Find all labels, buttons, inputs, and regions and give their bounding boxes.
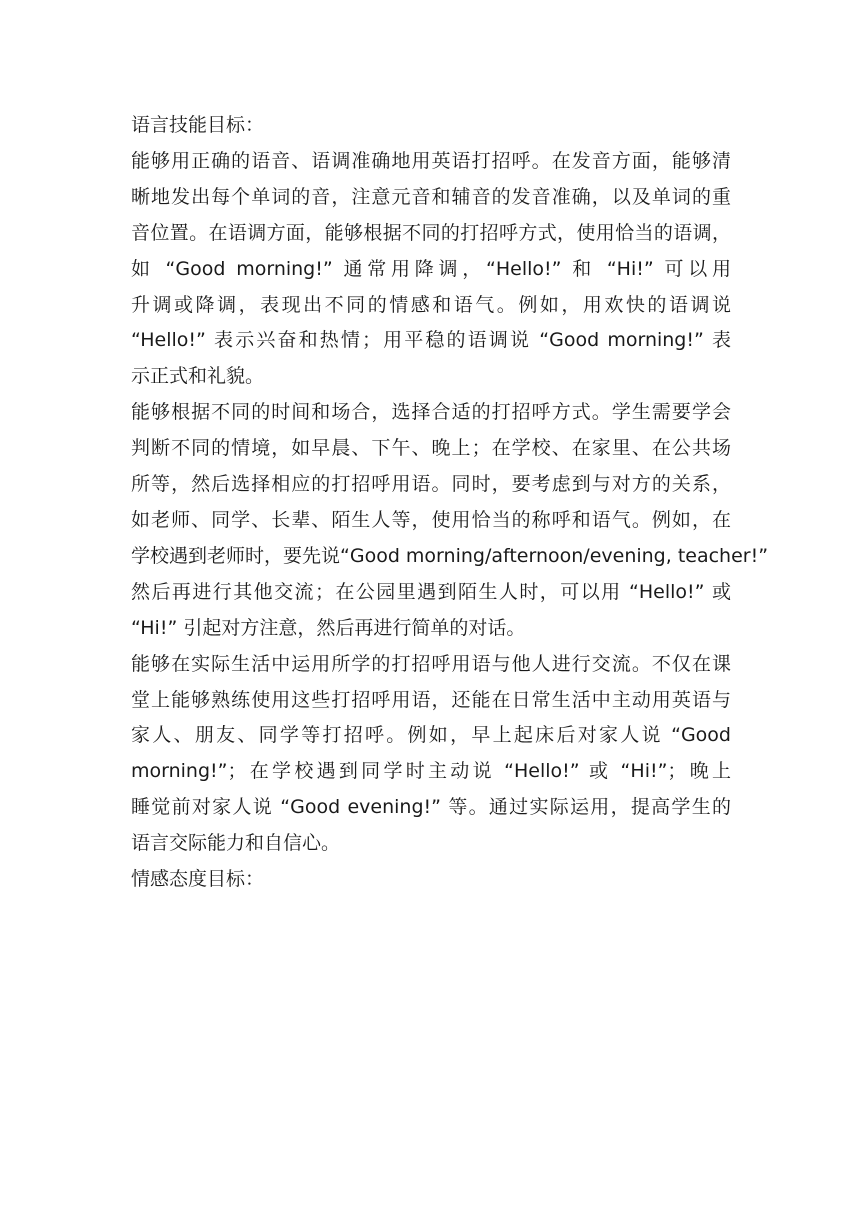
text-line: 示正式和礼貌。 [131, 365, 265, 388]
text-line: 然后再进行其他交流；在公园里遇到陌生人时，可以用 “Hello!” 或 [131, 580, 731, 603]
section-heading: 语言技能目标： [131, 114, 265, 136]
text-line: 家人、朋友、同学等打招呼。例如，早上起床后对家人说 “Good [131, 724, 731, 747]
document-page [131, 108, 769, 898]
text-line: “Hello!” 表示兴奋和热情；用平稳的语调说 “Good morning!” 表 [131, 329, 731, 352]
text-line: 判断不同的情境，如早晨、下午、晚上；在学校、在家里、在公共场 [131, 437, 731, 460]
text-line: 升调或降调，表现出不同的情感和语气。例如，用欢快的语调说 [131, 293, 731, 316]
document-body [131, 108, 769, 898]
text-line: 所等，然后选择相应的打招呼用语。同时，要考虑到与对方的关系， [131, 473, 731, 496]
text-line: 能够在实际生活中运用所学的打招呼用语与他人进行交流。不仅在课 [131, 652, 731, 675]
text-line: 音位置。在语调方面，能够根据不同的打招呼方式，使用恰当的语调， [131, 221, 731, 244]
text-line: 睡觉前对家人说 “Good evening!” 等。通过实际运用，提高学生的 [131, 796, 731, 819]
text-line: 语言交际能力和自信心。 [131, 832, 341, 855]
text-line: 能够根据不同的时间和场合，选择合适的打招呼方式。学生需要学会 [131, 401, 731, 424]
text-line: 学校遇到老师时，要先说“Good morning/afternoon/evening, teacher!” [131, 544, 769, 567]
text-line: 如 “Good morning!” 通常用降调，“Hello!” 和 “Hi!” 可以用 [131, 257, 731, 280]
text-line: 如老师、同学、长辈、陌生人等，使用恰当的称呼和语气。例如，在 [131, 508, 731, 531]
text-line: 晰地发出每个单词的音，注意元音和辅音的发音准确，以及单词的重 [131, 185, 731, 208]
text-line: 堂上能够熟练使用这些打招呼用语，还能在日常生活中主动用英语与 [131, 688, 731, 711]
text-line: “Hi!” 引起对方注意，然后再进行简单的对话。 [131, 616, 526, 639]
text-line: morning!”；在学校遇到同学时主动说 “Hello!” 或 “Hi!”；晚上 [131, 760, 731, 783]
section-heading: 情感态度目标： [131, 868, 265, 891]
text-line: 能够用正确的语音、语调准确地用英语打招呼。在发音方面，能够清 [131, 149, 731, 172]
